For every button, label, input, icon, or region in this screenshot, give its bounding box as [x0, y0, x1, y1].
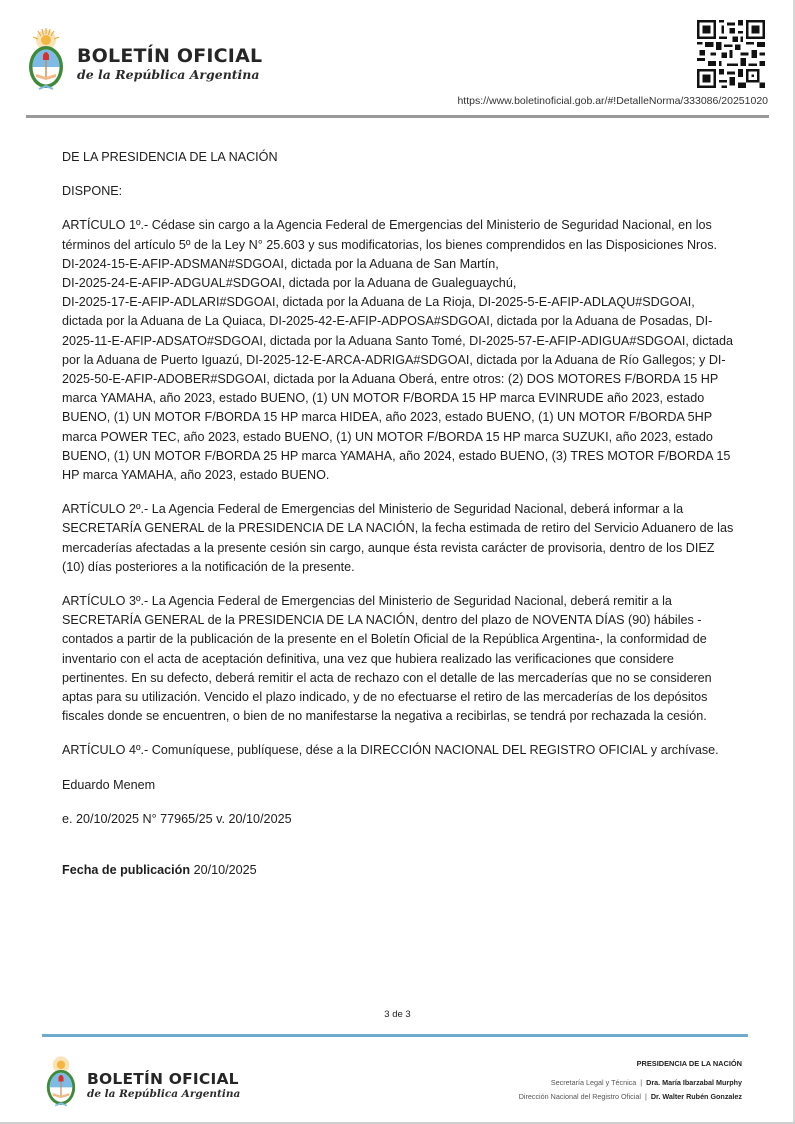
- issuer-line: DE LA PRESIDENCIA DE LA NACIÓN: [62, 150, 278, 164]
- article-3: ARTÍCULO 3º.- La Agencia Federal de Emergencias del Ministerio de Seguridad Nacional, deberá remitir a la SECRETARÍA GENERAL de la PRESIDENCIA DE LA NACIÓN, dentro del plazo de NOVENTA DÍAS (90) hábiles -contados a partir de la publicación de la presente en el Boletín Oficial de la República Argentina-, la conformidad de inventario con el acta de aceptación definitiva, una vez que hubiera realizado las verificaciones que considere pertinentes. En su defecto, deberá remitir el acta de rechazo con el detalle de las mercaderías que no se consideren aptas para su utilización. Vencido el plazo indicado, y de no efectuarse el retiro de las mercaderías de los depósitos fiscales donde se encuentren, o bien de no manifestarse la negativa a recibirlas, se tendrá por rechazada la cesión.: [62, 594, 712, 724]
- publication-date: 20/10/2025: [193, 863, 257, 878]
- credit-name: Dra. María Ibarzabal Murphy: [646, 1078, 742, 1087]
- article-1-intro: ARTÍCULO 1º.- Cédase sin cargo a la Agencia Federal de Emergencias del Ministerio de Seguridad Nacional, en los términos del artículo 5º de la Ley N° 25.603 y sus modificatorias, los bienes comprendidos en las Disposiciones Nros. DI-2024-15-E-AFIP-ADSMAN#SDGOAI, dictada por la Aduana de San Martín,: [62, 218, 718, 271]
- footer-organization: PRESIDENCIA DE LA NACIÓN: [636, 1059, 742, 1068]
- edition-reference: e. 20/10/2025 N° 77965/25 v. 20/10/2025: [62, 811, 292, 826]
- article-1-gualeguaychu: DI-2025-24-E-AFIP-ADGUAL#SDGOAI, dictada por la Aduana de Gualeguaychú,: [62, 276, 517, 291]
- norm-url[interactable]: https://www.boletinoficial.gob.ar/#!DetalleNorma/333086/20251020: [457, 95, 768, 107]
- page-indicator: 3 de 3: [384, 1009, 411, 1020]
- brand-title: BOLETÍN OFICIAL: [77, 45, 263, 67]
- footer-logo[interactable]: [45, 1054, 240, 1114]
- dispone-heading: DISPONE:: [62, 184, 123, 199]
- publication-label: Fecha de publicación: [62, 863, 191, 878]
- article-4: ARTÍCULO 4º.- Comuníquese, publíquese, dése a la DIRECCIÓN NACIONAL DEL REGISTRO OFICIAL y archívase.: [62, 743, 719, 758]
- footer-divider: [42, 1034, 748, 1037]
- qr-code-icon[interactable]: [697, 20, 765, 88]
- brand: [77, 45, 262, 83]
- footer-credits: [519, 1057, 742, 1104]
- credit-office: Secretaría Legal y Técnica: [550, 1078, 637, 1087]
- article-2: ARTÍCULO 2º.- La Agencia Federal de Emergencias del Ministerio de Seguridad Nacional, deberá informar a la SECRETARÍA GENERAL de la PRESIDENCIA DE LA NACIÓN, la fecha estimada de retiro del Servicio Aduanero de las mercaderías afectadas a la presente cesión sin cargo, aunque ésta revista carácter de provisoria, dentro de los DIEZ (10) días posteriores a la notificación de la presente.: [62, 502, 734, 574]
- credit-separator: |: [640, 1078, 643, 1087]
- footer-brand-title: BOLETÍN OFICIAL: [87, 1069, 239, 1088]
- brand-subtitle: de la República Argentina: [77, 67, 260, 82]
- argentina-coat-of-arms-icon: [27, 27, 65, 99]
- credit-name: Dr. Walter Rubén Gonzalez: [650, 1092, 742, 1101]
- footer-brand: [87, 1070, 240, 1101]
- credit-separator: |: [644, 1092, 647, 1101]
- header-logo[interactable]: [27, 27, 262, 99]
- credit-line-legal: [519, 1076, 742, 1090]
- header-divider: [26, 115, 769, 118]
- footer-brand-subtitle: de la República Argentina: [87, 1087, 241, 1100]
- argentina-coat-of-arms-icon: [45, 1054, 77, 1114]
- credit-office: Dirección Nacional del Registro Oficial: [518, 1092, 641, 1101]
- article-1: [62, 216, 737, 485]
- article-1-detail: DI-2025-17-E-AFIP-ADLARI#SDGOAI, dictada por la Aduana de La Rioja, DI-2025-5-E-AFIP-ADLAQU#SDGOAI, dictada por la Aduana de La Quiaca, DI-2025-42-E-AFIP-ADPOSA#SDGOAI, dictada por la Aduana de Posadas, DI-2025-11-E-AFIP-ADSATO#SDGOAI, dictada por la Aduana Santo Tomé, DI-2025-57-E-AFIP-ADIGUA#SDGOAI, dictada por la Aduana de Puerto Iguazú, DI-2025-12-E-ARCA-ADRIGA#SDGOAI, dictada por la Aduana de Río Gallegos; y DI-2025-50-E-AFIP-ADOBER#SDGOAI, dictada por la Aduana Oberá, entre otros: (2) DOS MOTORES F/BORDA 15 HP marca YAMAHA, año 2023, estado BUENO, (1) UN MOTOR F/BORDA 15 HP marca EVINRUDE año 2023, estado BUENO, (1) UN MOTOR F/BORDA 15 HP marca HIDEA, año 2023, estado BUENO, (1) UN MOTOR F/BORDA 5HP marca POWER TEC, año 2023, estado BUENO, (1) UN MOTOR F/BORDA 15 HP marca SUZUKI, año 2023, estado BUENO, (1) UN MOTOR F/BORDA 25 HP marca YAMAHA, año 2024, estado BUENO, (3) TRES MOTOR F/BORDA 15 HP marca YAMAHA, año 2023, estado BUENO.: [62, 295, 734, 483]
- document-body: [62, 148, 737, 895]
- signatory: Eduardo Menem: [62, 777, 156, 792]
- credit-line-registro: [519, 1090, 742, 1104]
- publication-date-line: [62, 861, 737, 880]
